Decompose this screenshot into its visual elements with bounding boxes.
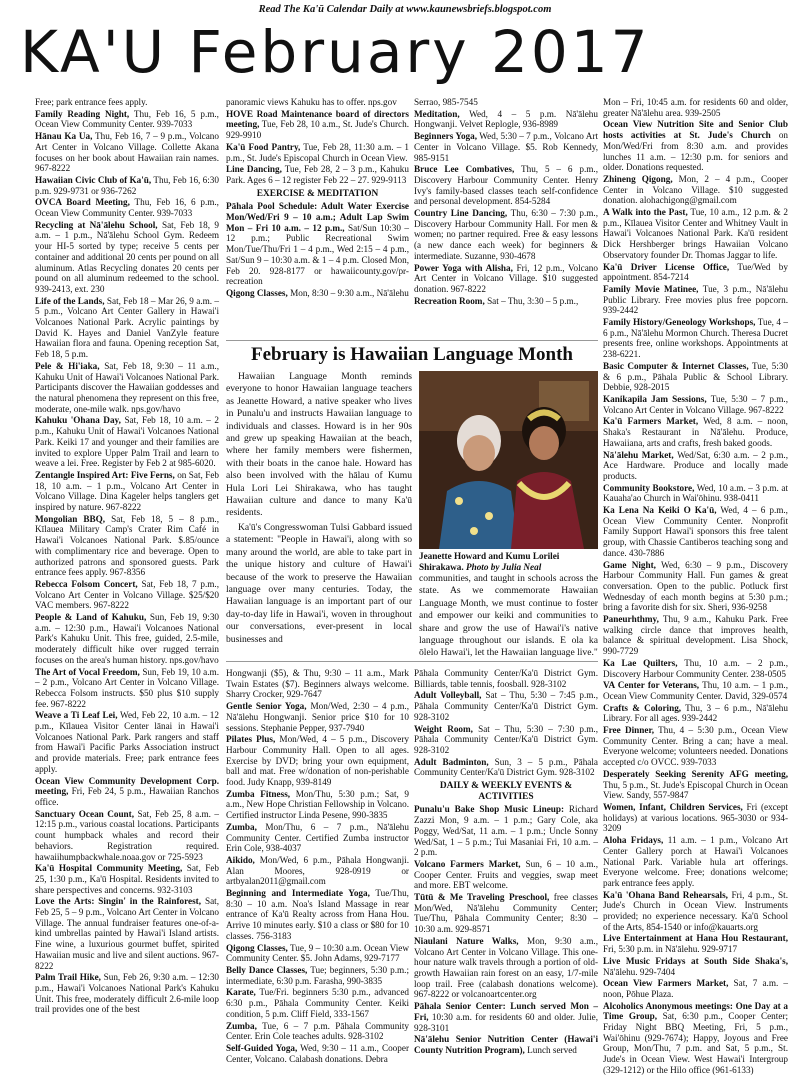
- calendar-entry: [35, 710, 219, 774]
- calendar-entry: [603, 450, 788, 482]
- entry-details: Fri, 12 p.m., Volcano Art Center in Volcano Village. $10 suggested donation. 967-8222: [414, 262, 598, 294]
- entry-title: Weight Room,: [414, 723, 473, 734]
- calendar-entry: [226, 109, 409, 141]
- entry-details: Sun, 3 – 5 p.m., Pāhala Community Center/Ka'ū District Gym. 928-3102: [414, 756, 599, 778]
- entry-details: Thu, 10 a.m. – 2 p.m., Discovery Harbour Community Center. 238-0505: [603, 657, 789, 679]
- entry-details: 10:30 a.m. for residents 60 and older. Julie, 928-3101: [414, 1011, 599, 1033]
- calendar-entry: [603, 284, 788, 316]
- calendar-entry: [226, 701, 409, 733]
- calendar-entry: [603, 416, 788, 448]
- calendar-entry: [603, 933, 788, 954]
- calendar-entry: [35, 809, 219, 863]
- entry-details: Tue, 5:30 – 7 p.m., Volcano Art Center in Volcano Village. 967-8222: [603, 393, 788, 415]
- section-heading: DAILY & WEEKLY EVENTS & ACTIVITIES: [439, 781, 573, 802]
- entry-title: Game Night,: [603, 559, 656, 570]
- entry-title: Adult Volleyball,: [414, 690, 482, 701]
- feature-text-right: [419, 573, 598, 662]
- entry-details: Nā'ālehu. 929-7404: [603, 966, 676, 977]
- entry-title: Kanikapila Jam Sessions,: [603, 393, 707, 404]
- entry-details: Tue/Wed by appointment. 854-7214: [603, 261, 788, 283]
- entry-details: Thu, 10 a.m. – 1 p.m., Ocean View Community Center. David, 329-0574: [603, 680, 788, 701]
- entry-title: Ocean View Community Development Corp. meeting,: [35, 775, 219, 797]
- entry-details: Tue, 4 – 6 p.m., Nā'ālehu Mormon Church. Theresa Ducret presents free, online workshops. Appointments at 238-6221.: [603, 317, 789, 360]
- photo-of-two-women-icon: [419, 371, 598, 549]
- entry-details: Wed, Feb 22, 10 a.m. – 12 p.m., Kīlauea Visitor Center lānai in Hawai'i Volcanoes National Park. Park rangers and staff from Hawai'i Pacific Parks Association instruct and provide materials. Free; park entrance fees apply.: [35, 710, 219, 774]
- feature-article: [226, 340, 598, 662]
- entry-details: Sat, Feb 18, 9 a.m. – 1 p.m., Nā'ālehu School Gym. Redeem your HI-5 sorted by type; receive 5 cents per container and additional 20 cents per pound on all aluminum. Atlas Recycling donates 20 cents per pound on all aluminum redeemed to the school. 939-2413, ext. 230: [35, 219, 219, 294]
- calendar-entry: [226, 943, 409, 964]
- entry-title: Community Bookstore,: [603, 482, 695, 493]
- calendar-entry: [226, 734, 409, 788]
- calendar-entry: [226, 97, 409, 108]
- calendar-entry: [414, 263, 598, 295]
- entry-title: Ocean View Farmers Market,: [603, 978, 729, 989]
- entry-title: Qigong Classes,: [226, 287, 288, 298]
- entry-title: Aikido,: [226, 854, 255, 865]
- calendar-entry: [226, 1021, 409, 1042]
- entry-details: 11 a.m. – 1 p.m., Volcano Art Center Gallery porch at Hawai'i Volcanoes National Park. Variable hula art offerings. Everyone welcome. Free; donations welcome; park entrance fees apply.: [603, 835, 789, 888]
- entry-details: Tue/Thu, 8:30 – 10 a.m. Noa's Island Massage in rear entrance of Ka'ū Realty across from Hana Hou. Arrive 10 minutes early. $10 a class or $80 for 10 classes. 756-3183: [226, 888, 409, 941]
- entry-title: Self-Guided Yoga,: [226, 1042, 298, 1053]
- calendar-entry: [603, 835, 788, 889]
- entry-title: Hānau Ka Ua,: [35, 131, 93, 142]
- entry-details: Pāhala Community Center/Ka'ū District Gym. Billiards, table tennis, foosball. 928-3102: [414, 668, 598, 689]
- entry-details: Mon, 2 – 4 p.m., Cooper Center in Volcano Village. $10 suggested donation. alohachigong@gmail.com: [603, 173, 788, 206]
- calendar-entry: [414, 724, 598, 756]
- calendar-entry: [603, 361, 788, 393]
- entry-title: Weave a Ti Leaf Lei,: [35, 710, 118, 721]
- entry-details: Tue, 5:30 & 6 p.m., Pāhala Public & School Library. Debbie, 928-2015: [603, 360, 789, 393]
- masthead: [20, 14, 790, 90]
- calendar-entry: [226, 987, 409, 1019]
- entry-title: Desperately Seeking Serenity AFG meeting,: [603, 768, 788, 779]
- calendar-entry: [35, 220, 219, 295]
- calendar-entry: [414, 757, 598, 778]
- entry-details: Thu, 5 p.m., St. Jude's Episcopal Church in Ocean View. Sandy, 557-9847: [603, 779, 788, 801]
- entry-title: OVCA Board Meeting,: [35, 197, 130, 208]
- entry-details: Tue, Feb 28, 10 a.m., St. Jude's Church. 929-9910: [226, 119, 409, 141]
- entry-details: Hongwanji ($5), & Thu, 9:30 – 11 a.m., Mark Twain Estates ($7). Beginners always welcome. Sharry Crocker, 929-7647: [226, 668, 409, 700]
- entry-title: A Walk into the Past,: [603, 207, 688, 218]
- entry-title: Bruce Lee Combatives,: [414, 164, 515, 175]
- entry-title: Beginning and Intermediate Yoga,: [226, 888, 370, 899]
- entry-title: Zentangle Inspired Art: Five Ferns,: [35, 469, 175, 480]
- entry-title: Adult Badminton,: [414, 756, 489, 767]
- calendar-entry: [414, 131, 598, 163]
- entry-details: Sat, Feb 18, 9:30 – 11 a.m., Kahuku Unit of Hawai'i Volcanoes National Park. Participants discover the Hawaiian goddesses and the natural phenomena they represent on this free, moderate, one-mile walk. nps.gov/havo: [35, 360, 219, 414]
- feature-text-left: [226, 371, 412, 648]
- listing-column-2-bottom: [226, 668, 410, 1064]
- entry-details: Wed, 9:30 – 11 a.m., Cooper Center, Volcano. Calabash donations. Debra: [226, 1042, 409, 1064]
- calendar-entry: [603, 614, 788, 657]
- listing-column-1: [35, 97, 220, 1015]
- calendar-entry: [414, 690, 598, 722]
- entry-details: Thu, 4 – 5:30 p.m., Ocean View Community Center. Bring a can; have a meal. Everyone welcome; volunteers needed. Donations accepted c/o OVCC. 939-7033: [603, 725, 788, 768]
- entry-details: Thu, 5 – 6 p.m., Discovery Harbour Community Center. Henry Ivy's family-based classes teach self-confidence and personal development. 854-5284: [414, 164, 599, 207]
- calendar-entry: [414, 109, 598, 130]
- entry-title: Pele & Hi'iaka,: [35, 360, 100, 371]
- entry-title: HOVE Road Maintenance board of directors meeting,: [226, 108, 409, 130]
- entry-details: Tue/Fri. beginners 5:30 p.m., advanced 6:30 p.m., Pāhala Community Center. Keiki condition, 5 p.m. Cliff Field, 333-1567: [226, 987, 409, 1019]
- calendar-entry: [35, 514, 219, 578]
- entry-details: Thu, Feb 16, 6 p.m., Ocean View Community Center. 939-7033: [35, 197, 219, 219]
- entry-title: Ka'ū 'Ohana Band Rehearsals,: [603, 889, 728, 900]
- entry-details: Sat – Thu, 3:30 – 5 p.m.,: [487, 295, 579, 306]
- calendar-entry: [414, 296, 598, 307]
- entry-details: Sat – Thu, 5:30 – 7:45 p.m., Pāhala Community Center/Ka'ū District Gym. 928-3102: [414, 690, 599, 722]
- entry-details: Mon/Thu, 6 – 7 p.m., Nā'ālehu Community Center. Certified Zumba instructor Erin Cole, 938-4037: [226, 821, 409, 854]
- calendar-entry: [35, 109, 219, 130]
- calendar-entry: [35, 612, 219, 666]
- calendar-entry: [226, 789, 409, 821]
- calendar-entry: [603, 802, 788, 834]
- entry-details: panoramic views Kahuku has to offer. nps.gov: [226, 97, 397, 107]
- entry-title: Pāhala Pool Schedule: Adult Water Exercise Mon/Wed/Fri 9 – 10 a.m.; Adult Lap Swim Mon – Fri 10 a.m. – 12 p.m.,: [226, 201, 409, 233]
- calendar-entry: [603, 890, 788, 933]
- entry-details: Sat, Feb 25, 1:30 p.m., Ka'ū Hospital. Residents invited to share perspectives and concerns. 932-3103: [35, 863, 219, 895]
- entry-title: Recreation Room,: [414, 295, 485, 306]
- entry-title: Family Reading Night,: [35, 108, 130, 119]
- calendar-entry: [414, 1001, 598, 1033]
- calendar-entry: [226, 668, 409, 700]
- entry-details: Thu, Feb 16, 5 p.m., Ocean View Community Center. 939-7033: [35, 108, 219, 130]
- calendar-entry: [35, 972, 219, 1015]
- entry-details: Sun, Feb 26, 9:30 a.m. – 12:30 p.m., Hawai'i Volcanoes National Park's Kahuku Unit. This free, moderately difficult 2.6-mile loop trail provides one of the best: [35, 972, 220, 1015]
- entry-title: Beginners Yoga,: [414, 131, 478, 142]
- entry-title: Love the Arts: Singin' in the Rainforest,: [35, 896, 202, 907]
- calendar-entry: [35, 97, 219, 108]
- calendar-entry: [226, 201, 409, 287]
- entry-title: Palm Trail Hike,: [35, 972, 101, 983]
- entry-title: Life of the Lands,: [35, 295, 105, 306]
- calendar-entry: [603, 1001, 788, 1076]
- section-heading: EXERCISE & MEDITATION: [256, 188, 379, 199]
- entry-title: Nā'ālehu Market,: [603, 449, 674, 460]
- entry-title: Sanctuary Ocean Count,: [35, 808, 135, 819]
- entry-title: Aloha Fridays,: [603, 835, 664, 846]
- entry-title: Pilates Plus,: [226, 734, 276, 745]
- entry-details: Richard Zazzi Mon, 9 a.m. – 1 p.m.; Gary Cole, aka Poggy, Wed/Sat, 11 a.m. – 1 p.m.; Uncle Sonny Wed/Sat, 1 – 5 p.m.; Tui Masaniai Fri, 10 a.m. – 2 p.m.: [414, 804, 599, 858]
- calendar-entry: [35, 667, 219, 710]
- calendar-entry: [603, 174, 788, 206]
- entry-title: Family History/Geneology Workshops,: [603, 317, 756, 328]
- calendar-entry: [35, 131, 219, 174]
- entry-title: Live Entertainment at Hana Hou Restaurant,: [603, 933, 788, 944]
- entry-title: Zumba,: [226, 821, 257, 832]
- entry-details: Serrao, 985-7545: [414, 97, 478, 107]
- entry-details: Sat, Feb 18, 10 a.m. – 2 p.m., Kahuku Unit of Hawai'i Volcanoes National Park. Keiki 17 and younger and their families are invited to explore Upper Palm Trail and learn to weave a lei. Free. Register by Feb 2 at 985-6020.: [35, 415, 219, 469]
- listing-column-4: [603, 97, 789, 1075]
- entry-details: on Sat, Feb 18, 10 a.m. – 1 p.m., Volcano Art Center in Volcano Village. Dina Kageler helps tanglers get inspired by nature. 967-8222: [35, 469, 219, 513]
- entry-title: Recycling at Nā'ālehu School,: [35, 219, 158, 230]
- entry-details: Wed/Sat, 6:30 a.m. – 2 p.m., Ace Hardware. Produce and locally made products.: [603, 449, 788, 481]
- entry-details: Sat, Feb 18, 7 p.m., Volcano Art Center in Volcano Village. $25/$20 VAC members. 967-8222: [35, 578, 220, 611]
- entry-title: Punalu'u Bake Shop Music Lineup:: [414, 804, 565, 815]
- entry-details: Lunch served: [527, 1044, 577, 1055]
- entry-title: Ocean View Nutrition Site and Senior Club hosts activities at St. Jude's Church: [603, 119, 788, 141]
- entry-title: Free Dinner,: [603, 725, 655, 736]
- entry-title: Ka'ū Farmers Market,: [603, 416, 699, 427]
- entry-title: Belly Dance Classes,: [226, 964, 308, 975]
- entry-title: Kahuku 'Ohana Day,: [35, 415, 121, 426]
- calendar-entry: [35, 197, 219, 218]
- calendar-entry: [35, 579, 219, 611]
- entry-details: Sat, Feb 25, 5 – 9 p.m., Volcano Art Center in Volcano Village. The annual fundraiser features one-of-a-kind umbrellas painted by Hawai'i Island artists. Fine wine, a luxurious gourmet buffet, spirited Hawaiian music and live and silent auctions. 967-8222: [35, 896, 219, 971]
- calendar-entry: [603, 394, 788, 415]
- entry-details: Wed, 5:30 – 7 p.m., Volcano Art Center in Volcano Village. $5. Rob Kennedy, 985-9151: [414, 131, 598, 163]
- calendar-entry: [226, 855, 409, 887]
- calendar-entry: [226, 888, 409, 942]
- entry-details: Mon/Wed, 6 p.m., Pāhala Hongwanji. Alan Moores, 928-0919 or artbyalan2011@gmail.com: [226, 854, 410, 887]
- calendar-entry: [603, 505, 788, 559]
- page-title: KA'U February 2017: [20, 18, 651, 86]
- entry-details: Mon/Wed, 4 – 5 p.m., Discovery Harbour Community Hall. Open to all ages. Exercise by DVD; bring your own equipment, ball and mat. Free w/donation of non-perishable food. Judy Knapp, 939-8149: [226, 734, 410, 788]
- calendar-entry: [603, 97, 788, 118]
- entry-title: Gentle Senior Yoga,: [226, 701, 307, 712]
- entry-details: Thu, 6:30 – 7:30 p.m., Discovery Harbour Community Hall. For men & women; no partner required. Free & easy lessons (a new dance each week) for beginners & intermediate. Suzanne, 930-4678: [414, 208, 598, 261]
- entry-title: Crafts & Coloring,: [603, 702, 682, 713]
- calendar-entry: [35, 361, 219, 415]
- entry-details: Fri, Feb 24, 5 p.m., Hawaiian Ranchos office.: [35, 786, 220, 807]
- calendar-entry: [414, 936, 598, 1000]
- entry-details: free classes Mon/Wed, Nā'ālehu Community Center; Tue/Thu, Pāhala Community Center; 8:30 – 10:30 a.m. 929-8571: [414, 892, 598, 935]
- entry-title: Nā'ālehu Senior Nutrition Center (Hawai'i County Nutrition Program),: [414, 1034, 598, 1055]
- caption-text: Jeanette Howard and Kumu Lorilei Shirakawa.: [419, 551, 560, 572]
- feature-photo: [419, 371, 598, 549]
- photo-caption: [419, 551, 598, 573]
- calendar-entry: [603, 680, 788, 701]
- entry-details: Wed, 4 – 6 p.m., Ocean View Community Center. Nonprofit Family Support Hawai'i sponsors this free talent group, with Chassie Cantiberos teaching song and dance. 430-7886: [603, 505, 788, 558]
- calendar-entry: [35, 296, 219, 360]
- entry-title: VA Center for Veterans,: [603, 680, 700, 691]
- calendar-entry: [603, 317, 788, 360]
- entry-details: Wed, 8 a.m. – noon, Shaka's Restaurant in Nā'ālehu. Produce, Hawaiiana, arts and crafts, fresh baked goods.: [603, 416, 788, 448]
- entry-title: Hawaiian Civic Club of Ka'ū,: [35, 174, 152, 185]
- entry-title: Family Movie Matinee,: [603, 283, 699, 294]
- calendar-entry: [35, 863, 219, 895]
- calendar-entry: [603, 560, 788, 614]
- calendar-entry: [603, 119, 788, 173]
- listing-column-3-bottom: [414, 668, 599, 1055]
- calendar-entry: [414, 668, 598, 689]
- calendar-entry: [603, 956, 788, 977]
- entry-details: Sat – Thu, 5:30 – 7:30 p.m., Pāhala Community Center/Ka'ū District Gym. 928-3102: [414, 723, 599, 755]
- entry-title: Karate,: [226, 987, 256, 998]
- calendar-entry: [35, 415, 219, 469]
- entry-details: Mon – Fri, 10:45 a.m. for residents 60 and older, greater Nā'ālehu area. 939-2505: [603, 97, 788, 118]
- feature-paragraph-2: Ka'ū's Congresswoman Tulsi Gabbard issued a statement: "People in Hawai'i, along with so many around the world, are able to take part in the unique history and culture of Hawai'i because of the work to preserve the Hawaiian language over many centuries. Today, the Hawaiian language is an important part of our day-to-day life in Hawai'i, woven in throughout our conversations, ever-present in local businesses and: [226, 521, 412, 645]
- entry-details: Tue; beginners, 5:30 p.m.; intermediate, 6:30 p.m. Farasha, 990-3835: [226, 964, 409, 986]
- entry-title: Basic Computer & Internet Classes,: [603, 360, 749, 371]
- entry-details: Sun, 6 – 10 a.m., Cooper Center. Fruits and veggies, swap meet and more. EBT welcome.: [414, 858, 598, 891]
- caption-credit: Photo by Julia Neal: [465, 562, 542, 572]
- calendar-entry: [226, 288, 409, 299]
- entry-title: Mongolian BBQ,: [35, 513, 106, 524]
- calendar-entry: [414, 804, 598, 858]
- entry-details: Wed, 4 – 5 p.m. Nā'ālehu Hongwanji. Velvet Replogle, 936-8989: [414, 108, 598, 130]
- entry-details: Fri, 5:30 p.m. in Nā'ālehu. 929-9717: [603, 944, 738, 955]
- calendar-entry: [414, 892, 598, 935]
- entry-title: Rebecca Folsom Concert,: [35, 578, 138, 589]
- entry-details: Sat, Feb 25, 8 a.m. – 12:15 p.m., various coastal locations. Participants count humpback whales and record their behaviors. Registration required. hawaiihumpbackwhale.noaa.gov or 725-5923: [35, 808, 220, 862]
- calendar-entry: [414, 208, 598, 262]
- entry-title: Women, Infant, Children Services,: [603, 802, 743, 812]
- calendar-entry: [603, 703, 788, 724]
- entry-title: Meditation,: [414, 108, 460, 119]
- entry-title: Ka Lae Quilters,: [603, 657, 678, 668]
- calendar-entry: [603, 483, 788, 504]
- entry-details: Sat/Sun 10:30 – 12 p.m.; Public Recreational Swim Mon/Tue/Thu/Fri 1 – 4 p.m., Wed 2:15 – 4 p.m., Sat/Sun 9 – 10:30 a.m. & 1 – 4 p.m. Closed Mon, Feb 20. 928-8177 or hawaiicounty.gov/pr-recreation: [226, 222, 409, 287]
- entry-title: Zumba,: [226, 1020, 257, 1031]
- calendar-entry: [35, 175, 219, 196]
- entry-details: Sat, Feb 18, 5 – 8 p.m., Kīlauea Military Camp's Crater Rim Café in Hawai'i Volcanoes National Park. $.85/ounce with complimentary rice and beverage. Open to authorized patrons and sponsored guests. Park entrance fees apply. 967-8356: [35, 513, 220, 578]
- calendar-entry: [226, 1043, 409, 1064]
- entry-details: Mon, 9:30 a.m., Volcano Art Center in Volcano Village. This one-hour nature walk travels through a portion of old-growth Hawaiian rain forest on an easy, 1/7-mile loop trail. Free (calabash donations welcome). 967-8222 or volcanoartcenter.org: [414, 935, 598, 1000]
- entry-title: Ka'ū Hospital Community Meeting,: [35, 863, 183, 874]
- entry-title: Qigong Classes,: [226, 942, 288, 953]
- entry-details: Thu, 3 – 6 p.m., Nā'ālehu Library. For all ages. 939-2442: [603, 702, 788, 724]
- calendar-entry: [414, 97, 598, 108]
- entry-details: Sun, Feb 19, 9:30 a.m. – 12:30 p.m., Hawai'i Volcanoes National Park's Kahuku Unit. This free, guided, 2.5-mile, moderately difficult hike over rugged terrain focuses on the area's human history. nps.gov/havo: [35, 612, 220, 665]
- entry-title: Country Line Dancing,: [414, 208, 508, 219]
- entry-details: Fri, 4 p.m., St. Jude's Church in Ocean View. Instruments provided; no experience necessary. Ka'ū School of the Arts, 854-1540 or info@kauarts.org: [603, 889, 788, 932]
- entry-title: Power Yoga with Alisha,: [414, 262, 513, 273]
- entry-title: Niaulani Nature Walks,: [414, 935, 519, 946]
- entry-title: Alcoholics Anonymous meetings: One Day at a Time Group,: [603, 1000, 788, 1022]
- calendar-entry: [35, 776, 219, 808]
- calendar-entry: [414, 1034, 598, 1055]
- entry-title: Ka'ū Driver License Office,: [603, 261, 730, 272]
- entry-title: Volcano Farmers Market,: [414, 858, 521, 869]
- entry-details: on Mon/Wed/Fri from 8:30 a.m. and provides lunches 11 a.m. – 12:30 p.m. for seniors and older. Donations requested.: [603, 130, 789, 173]
- entry-title: Line Dancing,: [226, 164, 282, 175]
- calendar-entry: [603, 262, 788, 283]
- entry-title: Ka'ū Food Pantry,: [226, 141, 301, 152]
- calendar-entry: [226, 142, 409, 163]
- calendar-entry: [603, 658, 788, 679]
- feature-paragraph-3: communities, and taught in schools across the state. As we commemorate Hawaiian Language Month, we must continue to foster and empower our keiki and communities to share and grow the use of Hawai'i's native language throughout our islands. E ola ka ōlelo Hawai'i, let the Hawaiian language live.": [419, 573, 598, 659]
- entry-details: Thu, Feb 16, 6:30 p.m. 929-9731 or 936-7262: [35, 174, 219, 196]
- listing-column-2-top: [226, 97, 409, 337]
- entry-title: People & Land of Kahuku,: [35, 612, 147, 623]
- entry-title: Paneurhthmy,: [603, 614, 659, 625]
- website-banner: Read The Ka'ū Calendar Daily at www.kaunewsbriefs.blogspot.com: [258, 4, 552, 15]
- entry-details: Thu, 9 a.m., Kahuku Park. Free walking circle dance that improves health, balance & spiritual development. Lisa Shock, 990-7729: [603, 614, 788, 657]
- entry-title: The Art of Vocal Freedom,: [35, 666, 140, 677]
- entry-details: Tue, Feb 28, 2 – 3 p.m., Kahuku Park. Ages 6 – 12 register Feb 22 – 27. 929-9113: [226, 164, 409, 185]
- entry-title: Pāhala Senior Center: Lunch served Mon – Fri,: [414, 1001, 598, 1022]
- calendar-entry: [603, 207, 788, 261]
- feature-paragraph-1: Hawaiian Language Month reminds everyone to honor Hawaiian language teachers as Jeanette Howard, a native speaker who lives in Punalu'u and instructs Hawaiian language to individuals and classes. Howard is in her 90s and grew up speaking Hawaiian at the beach, where her family members were fishermen, with their boats in the canoe hale. Howard has also been involved with the hālau of Kumu Hula Lori Lei Shirakawa, who has taught Hawaiian culture and dance to many Ka'ū residents.: [226, 371, 412, 519]
- entry-details: Sat, 7 a.m. – noon, Pōhue Plaza.: [603, 978, 788, 999]
- calendar-entry: [603, 978, 788, 999]
- calendar-entry: [603, 769, 788, 801]
- calendar-entry: [414, 859, 598, 891]
- listing-column-3-top: [414, 97, 598, 337]
- calendar-entry: [603, 725, 788, 768]
- entry-details: Free; park entrance fees apply.: [35, 97, 148, 107]
- entry-details: Tue, 9 – 10:30 a.m. Ocean View Community Center. $5. John Adams, 929-7177: [226, 942, 409, 964]
- entry-details: Mon/Wed, 2:30 – 4 p.m., Nā'ālehu Hongwanji. Senior price $10 for 10 sessions. Stephanie Pepper, 937-7940: [226, 701, 410, 733]
- entry-details: Sat, 6:30 p.m., Cooper Center; Friday Night BBQ Meeting, Fri, 5 p.m., Wai'ōhinu (929-7674); Happy, Joyous and Free Group, Mon/Thu, 7 p.m. and Sat, 5 p.m., St. Jude's in Ocean View. West Hawai'i Intergroup (329-1212) or the Hilo office (961-6133): [603, 1011, 789, 1075]
- entry-details: Tue, 6 – 7 p.m. Pāhala Community Center. Erin Cole teaches adults. 928-3102: [226, 1020, 410, 1042]
- entry-details: Wed, 10 a.m. – 3 p.m. at Kauaha'ao Church in Wai'ōhinu. 938-0411: [603, 482, 788, 504]
- entry-title: Zumba Fitness,: [226, 788, 291, 799]
- feature-headline: February is Hawaiian Language Month: [251, 344, 573, 365]
- calendar-entry: [35, 896, 219, 971]
- calendar-entry: [226, 822, 409, 854]
- entry-title: Ka Lena Na Keiki O Ka'ū,: [603, 505, 717, 516]
- entry-details: Sun, Feb 19, 10 a.m. – 2 p.m., Volcano Art Center in Volcano Village. Rebecca Folsom instructs. $50 plus $10 supply fee. 967-8222: [35, 666, 220, 709]
- entry-title: Tūtū & Me Traveling Preschool,: [414, 892, 550, 903]
- entry-details: Mon, 8:30 – 9:30 a.m., Nā'ālehu: [290, 287, 409, 298]
- entry-details: Tue, 3 p.m., Nā'ālehu Public Library. Free movies plus free popcorn. 939-2442: [603, 283, 788, 316]
- entry-details: Sat, Feb 18 – Mar 26, 9 a.m. – 5 p.m., Volcano Art Center Gallery in Hawai'i Volcanoes National Park. Acrylic paintings by David K. Hayes and Daniel VanZyle feature Hawaiian flora and fauna. Opening reception Sat, Feb 18, 5 p.m.: [35, 295, 219, 360]
- entry-details: Thu, Feb 16, 7 – 9 p.m., Volcano Art Center in Volcano Village. Collette Akana focuses on her book about Hawaiian rain names. 967-8222: [35, 131, 219, 174]
- entry-title: Live Music Fridays at South Side Shaka's,: [603, 955, 788, 966]
- calendar-entry: [226, 965, 409, 986]
- entry-details: Tue, Feb 28, 11:30 a.m. – 1 p.m., St. Jude's Episcopal Church in Ocean View.: [226, 141, 409, 163]
- calendar-entry: [226, 164, 409, 185]
- calendar-entry: [35, 470, 219, 513]
- calendar-entry: [414, 164, 598, 207]
- entry-details: Fri (except holidays) at various locations. 965-3030 or 934-3209: [603, 802, 788, 834]
- entry-details: Mon/Thu, 5:30 p.m.; Sat, 9 a.m., New Hope Christian Fellowship in Volcano. Certified instructor Linda Pesene, 990-3835: [226, 788, 410, 821]
- entry-details: Wed, 6:30 – 9 p.m., Discovery Harbour Community Hall. Fun games & great conversation. Open to the public. Potluck first Wednesday of each month begins at 5:30 p.m.; bring a favorite dish for six. Sheri, 936-9258: [603, 559, 788, 613]
- entry-details: Tue, 10 a.m., 12 p.m. & 2 p.m., Kīlauea Visitor Center and Whitney Vault in Hawai'i Volcanoes National Park. Ka'ū resident Dick Hershberger brings Hawaiian Volcano Observatory founder Dr. Thomas Jaggar to life.: [603, 207, 788, 260]
- entry-title: Zhineng Qigong,: [603, 173, 673, 184]
